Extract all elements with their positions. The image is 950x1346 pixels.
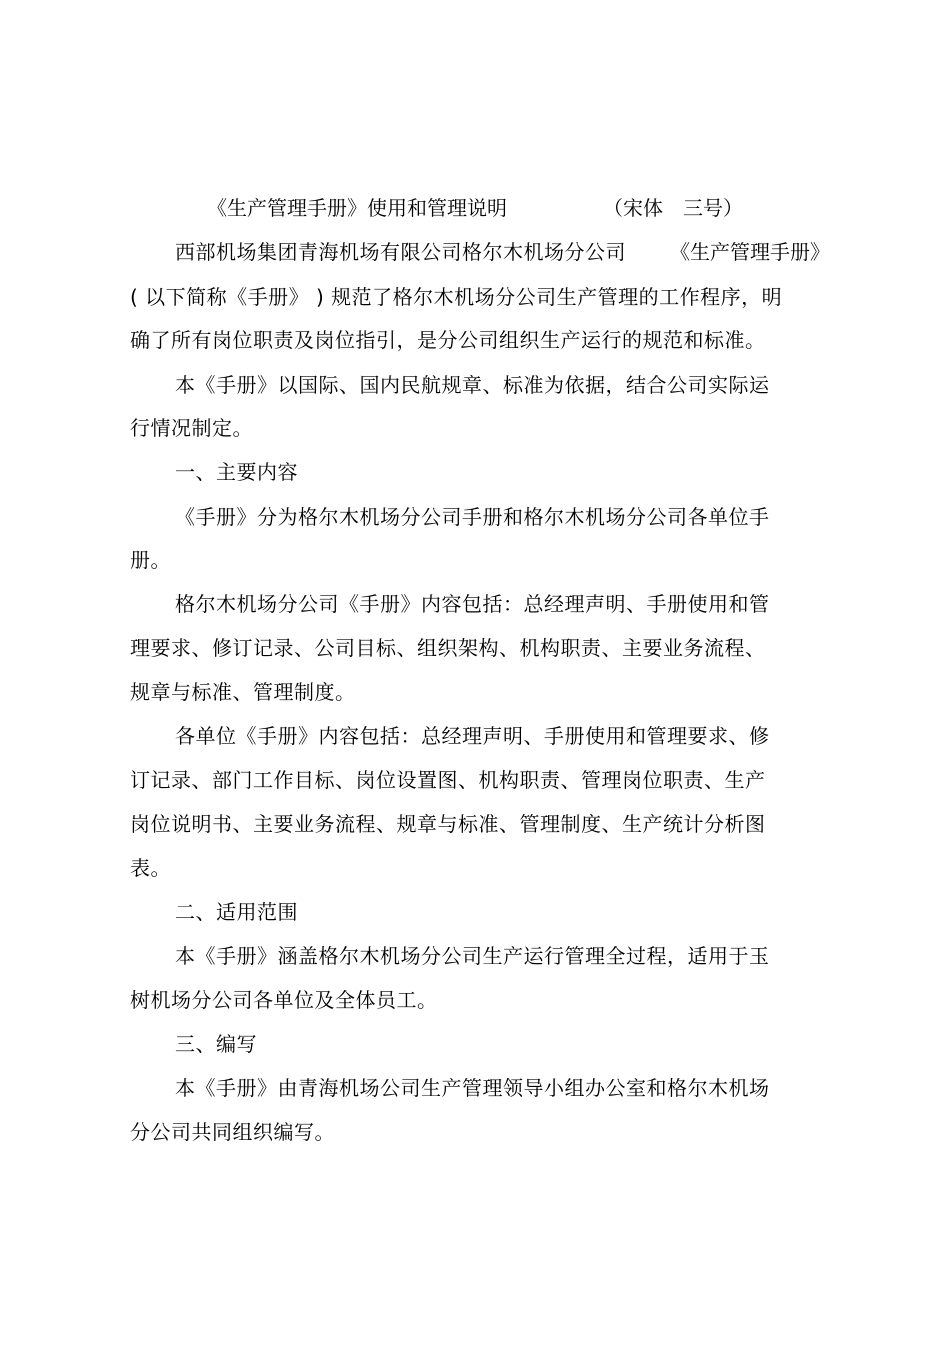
paragraph-line: 分公司共同组织编写。 bbox=[130, 1120, 335, 1144]
section-heading: 二、适用范围 bbox=[175, 900, 298, 924]
title-font-note: （宋体 三号） bbox=[603, 196, 743, 220]
paragraph-line: 表。 bbox=[130, 856, 171, 880]
paragraph-line: 《手册》分为格尔木机场分公司手册和格尔木机场分公司各单位手 bbox=[175, 505, 770, 529]
paragraph-line: 《生产管理手册》 bbox=[670, 240, 830, 264]
document-title: 《生产管理手册》使用和管理说明 bbox=[207, 196, 507, 220]
section-heading: 三、编写 bbox=[175, 1032, 257, 1056]
paragraph-line: 理要求、修订记录、公司目标、组织架构、机构职责、主要业务流程、 bbox=[130, 636, 766, 660]
paragraph-line: 本《手册》涵盖格尔木机场分公司生产运行管理全过程，适用于玉 bbox=[175, 944, 770, 968]
paragraph-line: 岗位说明书、主要业务流程、规章与标准、管理制度、生产统计分析图 bbox=[130, 812, 766, 836]
paragraph-line: 格尔木机场分公司《手册》内容包括：总经理声明、手册使用和管 bbox=[175, 592, 770, 616]
paragraph-line: 西部机场集团青海机场有限公司格尔木机场分公司 bbox=[175, 240, 626, 264]
paragraph-line: 各单位《手册》内容包括：总经理声明、手册使用和管理要求、修 bbox=[175, 724, 770, 748]
section-heading: 一、主要内容 bbox=[175, 460, 298, 484]
paragraph-line: 本《手册》以国际、国内民航规章、标准为依据，结合公司实际运 bbox=[175, 373, 770, 397]
paragraph-line: 确了所有岗位职责及岗位指引，是分公司组织生产运行的规范和标准。 bbox=[130, 328, 766, 352]
paragraph-line: 订记录、部门工作目标、岗位设置图、机构职责、管理岗位职责、生产 bbox=[130, 768, 766, 792]
paragraph-line: 册。 bbox=[130, 548, 171, 572]
paragraph-line: 规章与标准、管理制度。 bbox=[130, 680, 356, 704]
paragraph-line: 本《手册》由青海机场公司生产管理领导小组办公室和格尔木机场 bbox=[175, 1076, 770, 1100]
paragraph-line: 行情况制定。 bbox=[130, 416, 253, 440]
paragraph-line: 树机场分公司各单位及全体员工。 bbox=[130, 988, 438, 1012]
paragraph-line: ( 以下简称《手册》 ) 规范了格尔木机场分公司生产管理的工作程序，明 bbox=[130, 285, 783, 309]
